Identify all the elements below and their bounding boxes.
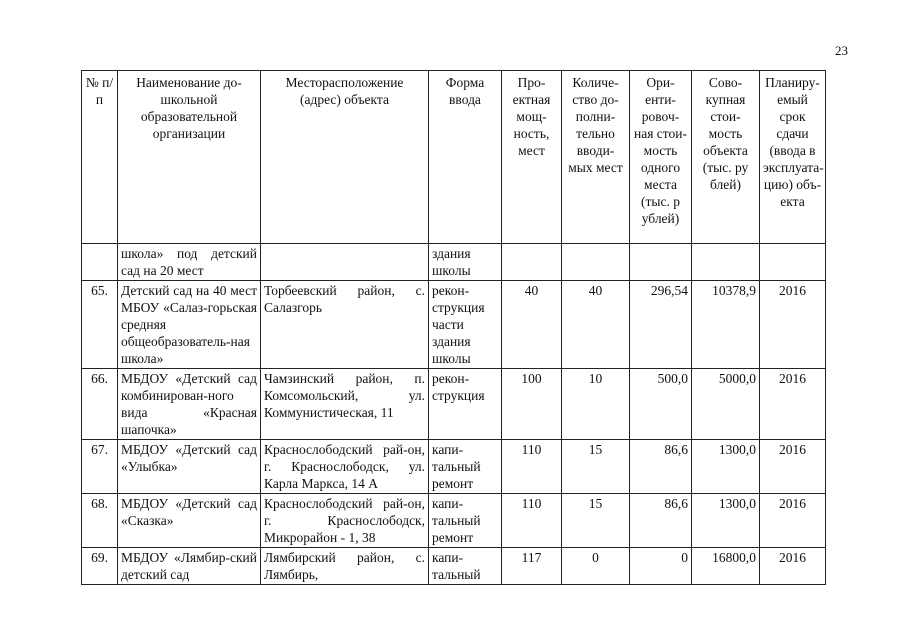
row-cost-per-place: 86,6 (630, 494, 692, 548)
row-capacity: 110 (502, 494, 562, 548)
row-added-places: 0 (562, 548, 630, 585)
row-number: 65. (82, 281, 118, 369)
row-address: Торбеевский район, с. Салазгорь (261, 281, 429, 369)
table-row (82, 548, 826, 585)
row-deadline: 2016 (760, 494, 826, 548)
row-name: МБДОУ «Лямбир-ский детский сад (118, 548, 261, 585)
row-form: здания школы (429, 244, 502, 281)
row-capacity (502, 244, 562, 281)
table-row (82, 244, 826, 281)
row-deadline: 2016 (760, 440, 826, 494)
row-capacity: 40 (502, 281, 562, 369)
row-form: капи-тальный ремонт (429, 440, 502, 494)
row-total-cost (692, 244, 760, 281)
row-capacity: 110 (502, 440, 562, 494)
row-address: Краснослободский рай-он, г. Краснослободск, ул. Карла Маркса, 14 А (261, 440, 429, 494)
row-name: школа» под детский сад на 20 мест (118, 244, 261, 281)
row-cost-per-place: 296,54 (630, 281, 692, 369)
col-header-form: Форма ввода (429, 71, 502, 244)
row-added-places: 15 (562, 494, 630, 548)
row-form: рекон-струкция (429, 369, 502, 440)
row-form: рекон-струкция части здания школы (429, 281, 502, 369)
row-cost-per-place: 86,6 (630, 440, 692, 494)
row-total-cost: 10378,9 (692, 281, 760, 369)
row-total-cost: 1300,0 (692, 494, 760, 548)
row-deadline: 2016 (760, 369, 826, 440)
row-form: капи-тальный (429, 548, 502, 585)
col-header-added-places: Количе-ство до-полни-тельно вводи-мых мест (562, 71, 630, 244)
row-capacity: 117 (502, 548, 562, 585)
row-added-places: 10 (562, 369, 630, 440)
facilities-table (81, 70, 826, 585)
col-header-number: № п/п (82, 71, 118, 244)
row-added-places (562, 244, 630, 281)
row-address (261, 244, 429, 281)
row-name: МБДОУ «Детский сад комбинирован-ного вида «Красная шапочка» (118, 369, 261, 440)
row-address: Краснослободский рай-он, г. Краснослободск, Микрорайон - 1, 38 (261, 494, 429, 548)
row-cost-per-place (630, 244, 692, 281)
row-name: МБДОУ «Детский сад «Сказка» (118, 494, 261, 548)
row-capacity: 100 (502, 369, 562, 440)
row-number: 66. (82, 369, 118, 440)
row-total-cost: 5000,0 (692, 369, 760, 440)
col-header-cost-per-place: Ори-енти-ровоч-ная стои-мость одного места (тыс. р ублей) (630, 71, 692, 244)
row-deadline (760, 244, 826, 281)
row-cost-per-place: 500,0 (630, 369, 692, 440)
row-total-cost: 16800,0 (692, 548, 760, 585)
row-number (82, 244, 118, 281)
col-header-total-cost: Сово-купная стои-мость объекта (тыс. ру блей) (692, 71, 760, 244)
row-number: 68. (82, 494, 118, 548)
row-address: Лямбирский район, с. Лямбирь, (261, 548, 429, 585)
table-row (82, 369, 826, 440)
row-added-places: 15 (562, 440, 630, 494)
row-name: МБДОУ «Детский сад «Улыбка» (118, 440, 261, 494)
table-row (82, 440, 826, 494)
row-name: Детский сад на 40 мест МБОУ «Салаз-горьская средняя общеобразователь-ная школа» (118, 281, 261, 369)
col-header-capacity: Про-ектная мощ-ность, мест (502, 71, 562, 244)
col-header-name: Наименование до-школьной образовательной организации (118, 71, 261, 244)
row-address: Чамзинский район, п. Комсомольский, ул. Коммунистическая, 11 (261, 369, 429, 440)
col-header-deadline: Планиру-емый срок сдачи (ввода в эксплуата-цию) объ-екта (760, 71, 826, 244)
row-added-places: 40 (562, 281, 630, 369)
col-header-address: Месторасположение (адрес) объекта (261, 71, 429, 244)
row-number: 67. (82, 440, 118, 494)
table-header-row (82, 71, 826, 244)
table-row (82, 494, 826, 548)
row-total-cost: 1300,0 (692, 440, 760, 494)
row-form: капи-тальный ремонт (429, 494, 502, 548)
row-cost-per-place: 0 (630, 548, 692, 585)
table-row (82, 281, 826, 369)
page-number: 23 (835, 43, 848, 58)
row-number: 69. (82, 548, 118, 585)
row-deadline: 2016 (760, 281, 826, 369)
row-deadline: 2016 (760, 548, 826, 585)
